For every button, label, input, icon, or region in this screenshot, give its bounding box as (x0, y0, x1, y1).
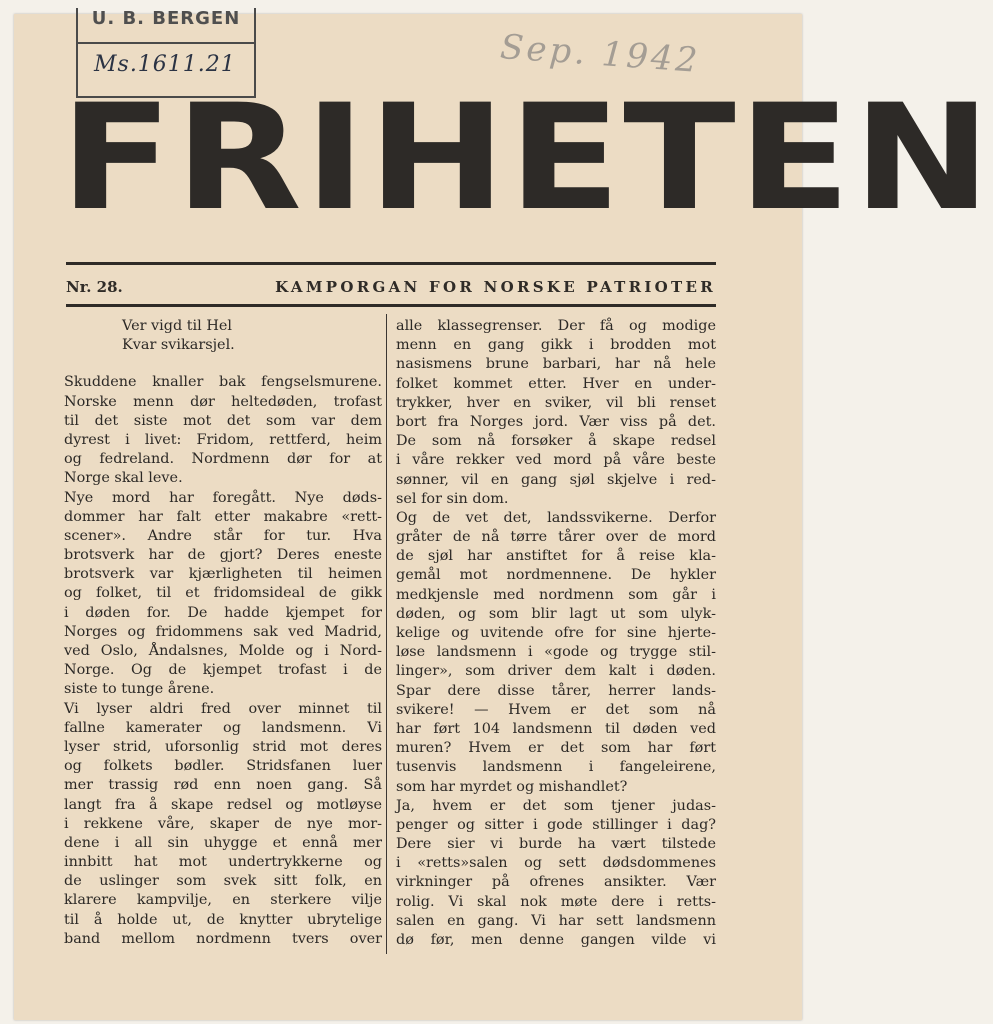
text-line: som har myrdet og mishandlet? (396, 778, 628, 795)
text-line: døden, og som blir lagt ut som ulyk- (396, 605, 716, 622)
text-line: Norge skal leve. (64, 470, 183, 487)
poem-line: Ver vigd til Hel (122, 318, 233, 334)
text-line: klarere kampvilje, en sterkere vilje (64, 892, 382, 909)
text-line: til det siste mot det som var dem (64, 412, 382, 429)
text-line: bort fra Norges jord. Vær viss på det. (396, 413, 716, 430)
text-line: Skuddene knaller bak fengselsmurene. (64, 374, 382, 391)
text-line: dyrest i livet: Fridom, rettferd, heim (64, 431, 382, 448)
text-line: Norges og fridommens sak ved Madrid, (64, 623, 382, 640)
text-line: og folkets bødler. Stridsfanen luer (64, 758, 382, 775)
text-line: de uslinger som svek sitt folk, en (64, 873, 382, 890)
column-divider (386, 314, 387, 954)
poem-gap (64, 355, 382, 373)
text-line: i «retts»salen og sett dødsdommenes (396, 855, 716, 872)
subheader (66, 276, 716, 302)
text-line: virkninger på ofrenes ansikter. Vær (396, 874, 716, 891)
tagline: KAMPORGAN FOR NORSKE PATRIOTER (275, 278, 716, 296)
text-line: tusenvis landsmenn i fangeleirene, (396, 759, 716, 776)
stamp-library-name: U. B. BERGEN (78, 8, 254, 44)
text-line: i våre rekker ved mord på våre beste (396, 452, 716, 469)
text-line: Nye mord har foregått. Nye døds- (64, 489, 382, 506)
text-line: ved Oslo, Åndalsnes, Molde og i Nord- (64, 643, 382, 659)
text-line: band mellom nordmenn tvers over (64, 930, 382, 947)
text-line: Dere sier vi burde ha vært tilstede (396, 836, 716, 853)
text-line: Norge. Og de kjempet trofast i de (64, 662, 382, 679)
text-line: rolig. Vi skal nok møte dere i retts- (396, 893, 716, 910)
text-line: scener». Andre står for tur. Hva (64, 527, 382, 544)
text-line: Norske menn dør heltedøden, trofast (64, 393, 382, 410)
text-line: salen en gang. Vi har sett landsmenn (396, 912, 716, 929)
text-line: brotsverk var kjærligheten til heimen (64, 566, 382, 583)
text-line: og fedreland. Nordmenn dør for at (64, 451, 382, 468)
text-line: brotsverk har de gjort? Deres eneste (64, 547, 382, 564)
text-line: Spar dere disse tårer, herrer lands- (396, 682, 716, 699)
text-line: alle klassegrenser. Der få og modige (396, 318, 716, 334)
text-line: svikere! — Hvem er det som nå (396, 701, 716, 718)
text-line: dø før, men denne gangen vilde vi (396, 932, 716, 948)
text-line: og folket, til et fridomsideal de gikk (64, 585, 382, 602)
text-line: penger og sitter i gode stillinger i dag? (396, 816, 716, 833)
right-column (396, 317, 716, 950)
text-line: De som nå forsøker å skape redsel (396, 433, 716, 450)
left-column (64, 317, 382, 949)
text-line: i rekkene våre, skaper de nye mor- (64, 815, 382, 832)
text-line: mer trassig rød enn noen gang. Så (64, 777, 382, 794)
text-line: innbitt hat mot undertrykkerne og (64, 854, 382, 871)
text-line: fallne kamerater og landsmenn. Vi (64, 719, 382, 736)
text-line: trykker, hver en sviker, vil bli renset (396, 394, 716, 411)
rule-bottom (66, 304, 716, 307)
text-line: Og de vet det, landssvikerne. Derfor (396, 509, 716, 526)
text-line: løse landsmenn i «gode og trygge stil- (396, 644, 716, 661)
text-line: dene i all sin uhygge et ennå mer (64, 834, 382, 851)
text-line: har ført 104 landsmenn til døden ved (396, 720, 716, 737)
text-line: kelige og uvitende ofre for sine hjerte- (396, 625, 716, 641)
text-line: Ja, hvem er det som tjener judas- (396, 797, 716, 814)
text-line: lyser strid, uforsonlig strid mot deres (64, 738, 382, 755)
text-line: gemål mot nordmennene. De hykler (396, 567, 716, 584)
text-line: til å holde ut, de knytter ubrytelige (64, 911, 382, 928)
text-line: langt fra å skape redsel og motløyse (64, 796, 382, 813)
text-line: dommer har falt etter makabre «rett- (64, 508, 382, 525)
stamp-manuscript-number: Ms.1611.21 (94, 52, 236, 77)
rule-top (66, 262, 716, 265)
text-line: gråter de nå tørre tårer over de mord (396, 529, 716, 546)
poem-line: Kvar svikarsjel. (122, 337, 235, 354)
text-line: menn en gang gikk i brodden mot (396, 337, 716, 354)
text-line: sel for sin dom. (396, 490, 509, 507)
handwritten-date: Sep. 1942 (498, 27, 702, 81)
text-line: siste to tunge årene. (64, 681, 215, 698)
text-line: muren? Hvem er det som har ført (396, 740, 716, 757)
text-line: folket kommet etter. Hver en under- (396, 375, 716, 392)
masthead-title: FRIHETEN (60, 73, 993, 243)
newspaper-page (14, 8, 993, 1020)
text-line: de sjøl har anstiftet for å reise kla- (396, 548, 716, 565)
text-line: i døden for. De hadde kjempet for (64, 604, 382, 621)
text-line: medkjensle med nordmenn som går i (396, 586, 716, 603)
text-line: nasismens brune barbari, har nå hele (396, 356, 716, 373)
text-line: linger», som driver dem kalt i døden. (396, 663, 716, 680)
text-line: Vi lyser aldri fred over minnet til (64, 700, 382, 717)
issue-number: Nr. 28. (66, 278, 123, 296)
text-line: sønner, vil en gang sjøl skjelve i red- (396, 471, 716, 488)
